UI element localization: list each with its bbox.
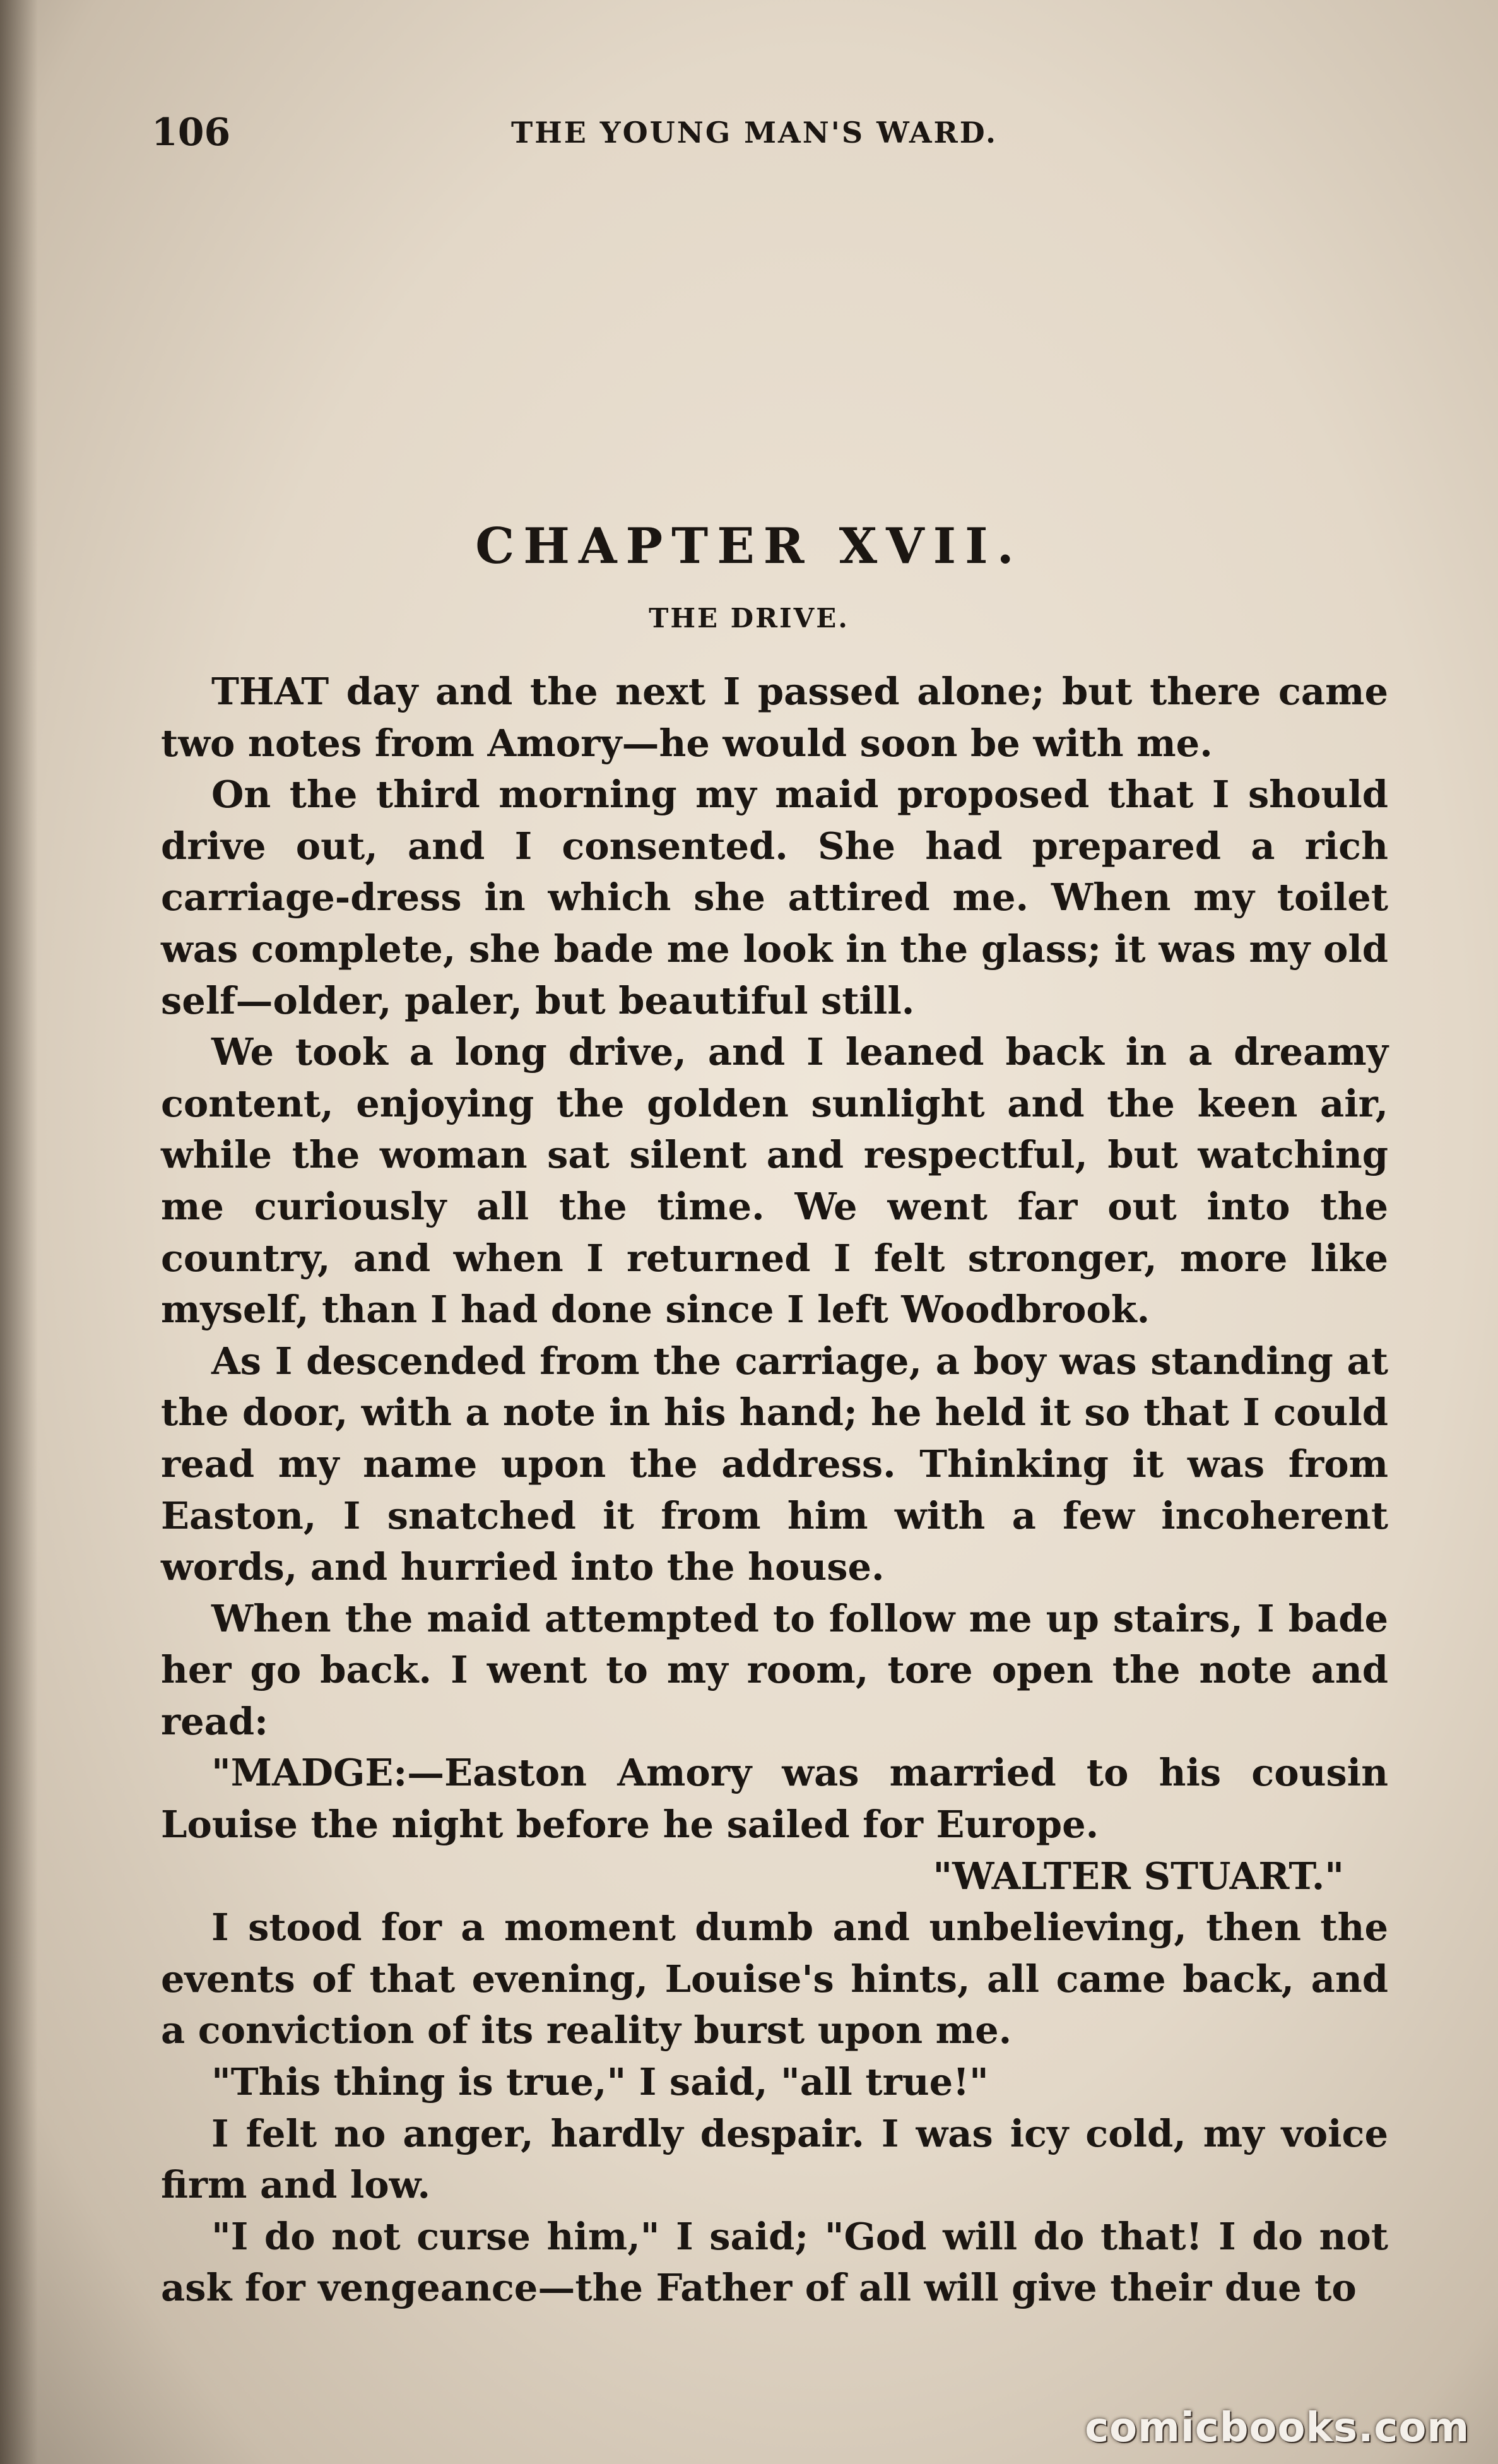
- paragraph: THAT day and the next I passed alone; but there came two notes from Amory—he would soon be with me.: [161, 670, 1388, 765]
- letter-text: "MADGE:—Easton Amory was married to his cousin Louise the night before he sailed for Europe.: [161, 1751, 1388, 1847]
- paragraph: "I do not curse him," I said; "God will do that! I do not ask for vengeance—the Father of all will give their due to: [161, 2214, 1388, 2310]
- paragraph: On the third morning my maid proposed that I should drive out, and I consented. She had prepared a rich carriage-dress in which she attired me. When my toilet was complete, she bade me look in the glass; it was my old self—older, paler, but beautiful still.: [161, 773, 1388, 1022]
- book-title: THE YOUNG MAN'S WARD.: [511, 116, 998, 150]
- page-number: 106: [151, 110, 231, 155]
- watermark: comicbooks.com: [1085, 2405, 1470, 2451]
- paragraph: We took a long drive, and I leaned back in a dreamy content, enjoying the golden sunlight and the keen air, while the woman sat silent and respectful, but watching me curiously all the time. We went far out into the country, and when I returned I felt stronger, more like myself, than I had done since I left Woodbrook.: [161, 1030, 1388, 1332]
- chapter-title: CHAPTER XVII.: [475, 518, 1023, 575]
- chapter-subtitle: THE DRIVE.: [649, 603, 849, 634]
- letter-signature: "WALTER STUART.": [933, 1854, 1344, 1898]
- paragraph: When the maid attempted to follow me up stairs, I bade her go back. I went to my room, tore open the note and read:: [161, 1596, 1388, 1743]
- paragraph: I felt no anger, hardly despair. I was icy cold, my voice firm and low.: [161, 2111, 1388, 2207]
- paragraph: As I descended from the carriage, a boy was standing at the door, with a note in his hand; he held it so that I could read my name upon the address. Thinking it was from Easton, I snatched it from him with a few incoherent words, and hurried into the house.: [161, 1339, 1388, 1589]
- running-head: [151, 110, 1319, 167]
- paragraph: "This thing is true," I said, "all true!": [211, 2060, 989, 2104]
- body-text: [161, 666, 1388, 2314]
- paragraph: I stood for a moment dumb and unbelieving, then the events of that evening, Louise's hints, all came back, and a conviction of its reality burst upon me.: [161, 1905, 1388, 2052]
